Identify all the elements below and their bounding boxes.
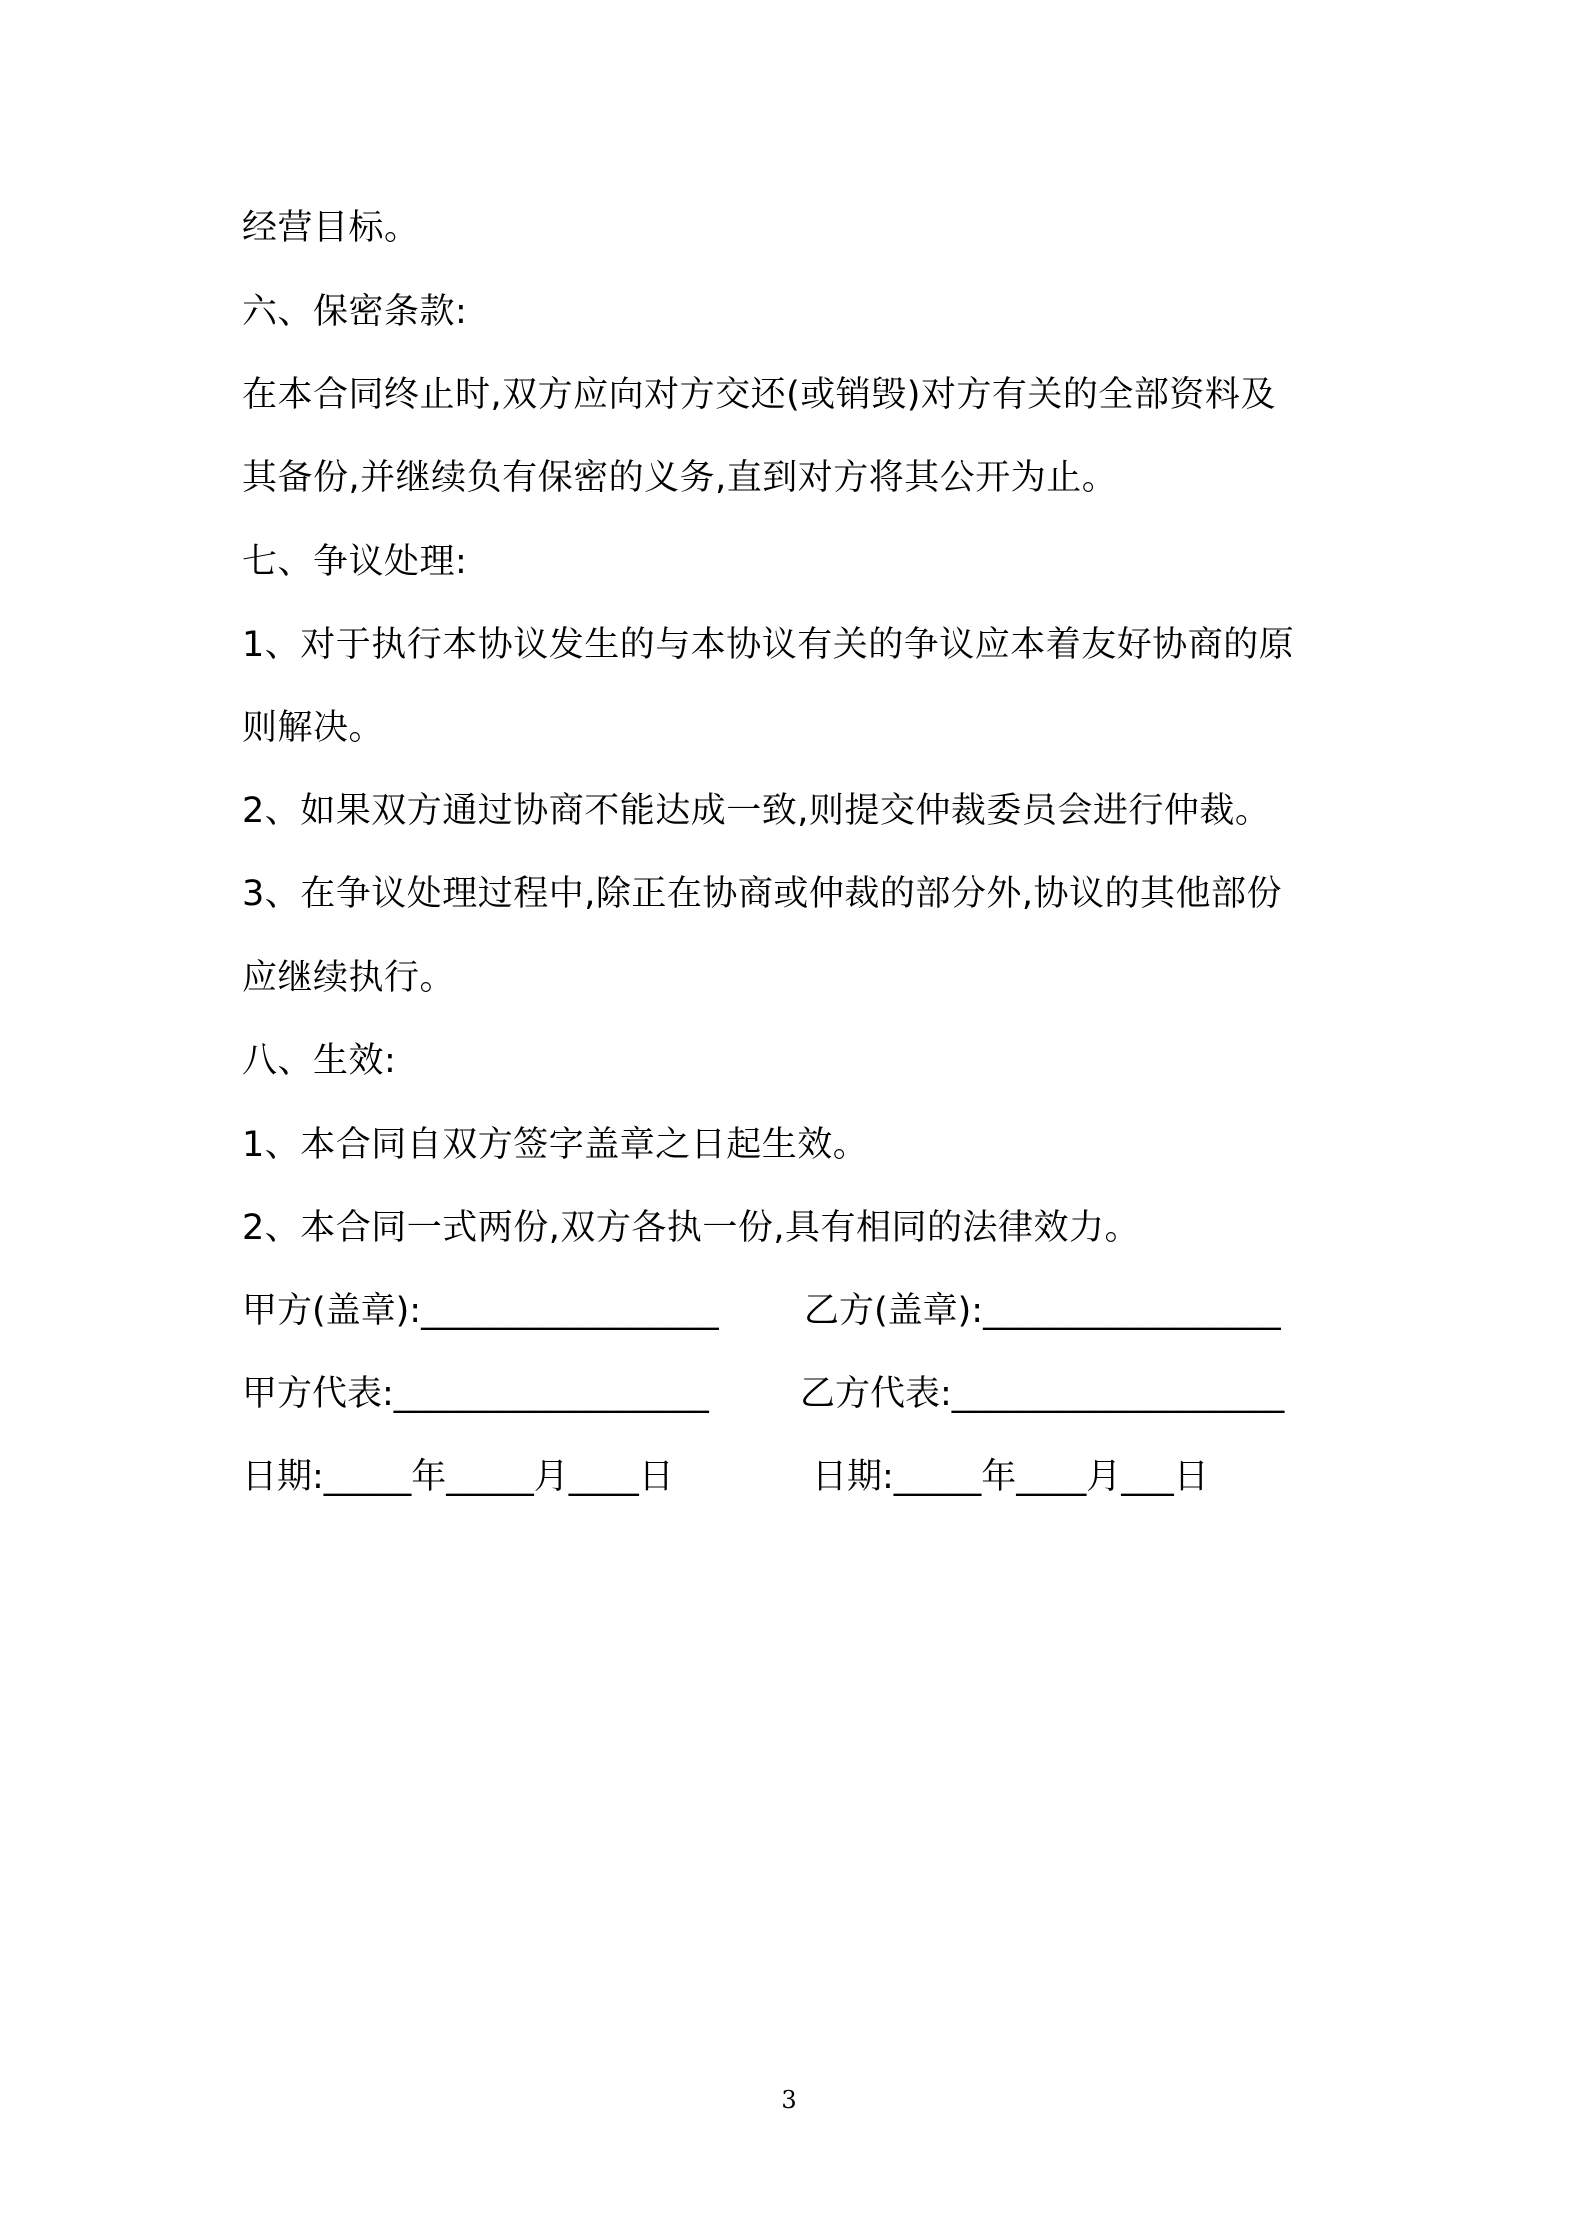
party-a-representative-field: 甲方代表:__________________ — [242, 1374, 709, 1414]
section-heading-effect: 八、生效: — [242, 1041, 397, 1081]
paragraph-line: 在本合同终止时,双方应向对方交还(或销毁)对方有关的全部资料及 — [242, 375, 1276, 415]
page-number: 3 — [781, 2086, 797, 2114]
party-a-seal-field: 甲方(盖章):_________________ — [242, 1291, 719, 1331]
section-heading-dispute: 七、争议处理: — [242, 542, 468, 582]
paragraph-line: 1、对于执行本协议发生的与本协议有关的争议应本着友好协商的原 — [242, 625, 1295, 665]
paragraph-line: 2、本合同一式两份,双方各执一份,具有相同的法律效力。 — [242, 1208, 1141, 1248]
paragraph-line: 其备份,并继续负有保密的义务,直到对方将其公开为止。 — [242, 458, 1118, 498]
paragraph-line: 1、本合同自双方签字盖章之日起生效。 — [242, 1125, 869, 1165]
paragraph-line: 经营目标。 — [242, 208, 420, 248]
section-heading-confidentiality: 六、保密条款: — [242, 292, 468, 332]
paragraph-line: 2、如果双方通过协商不能达成一致,则提交仲裁委员会进行仲裁。 — [242, 791, 1271, 831]
paragraph-line: 则解决。 — [242, 708, 385, 748]
party-b-representative-field: 乙方代表:___________________ — [800, 1374, 1285, 1414]
party-b-seal-field: 乙方(盖章):_________________ — [804, 1291, 1281, 1331]
party-b-date-field: 日期:_____年____月___日 — [812, 1457, 1209, 1497]
paragraph-line: 应继续执行。 — [242, 958, 456, 998]
party-a-date-field: 日期:_____年_____月____日 — [242, 1457, 674, 1497]
paragraph-line: 3、在争议处理过程中,除正在协商或仲裁的部分外,协议的其他部份 — [242, 874, 1283, 914]
